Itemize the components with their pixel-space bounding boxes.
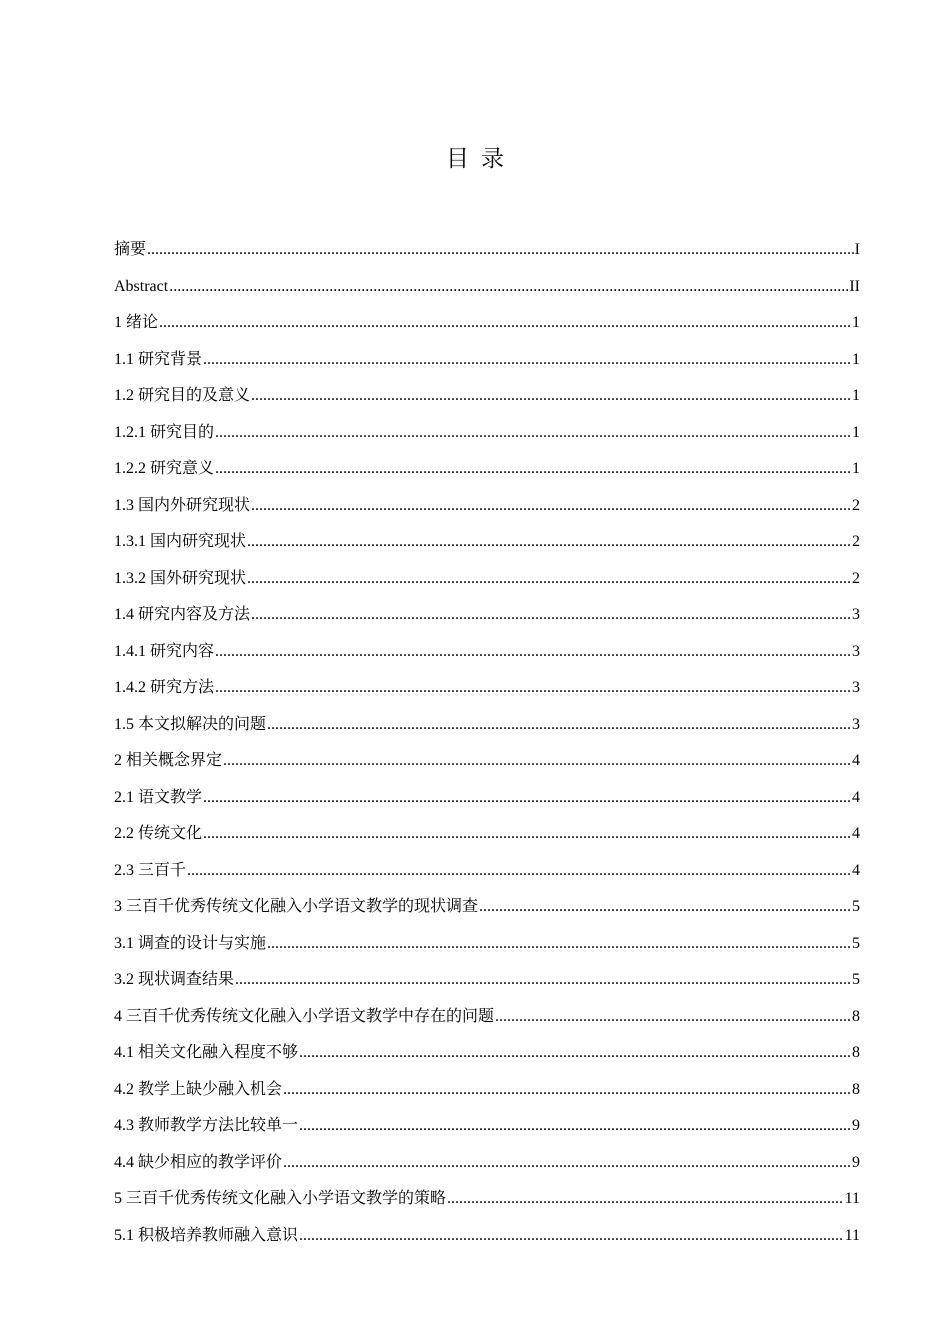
toc-leader-dots [251, 488, 851, 525]
toc-leader-dots [283, 1145, 851, 1182]
toc-entry-page-number: 11 [844, 1190, 860, 1207]
toc-entry-page-number: 9 [852, 1153, 860, 1171]
toc-entry[interactable] [114, 1181, 860, 1218]
toc-entry-page-number: 3 [852, 715, 860, 733]
toc-entry-page-number: 4 [852, 825, 860, 842]
toc-entry-title: 1.3.1 国内研究现状 [114, 533, 247, 550]
toc-leader-dots [299, 1108, 851, 1145]
toc-entry-title: 1.2.2 研究意义 [114, 460, 215, 477]
toc-entry-page-number: 2 [852, 569, 860, 587]
toc-entry-title: 1.4 研究内容及方法 [114, 606, 251, 623]
toc-entry-title: Abstract [114, 277, 169, 295]
toc-leader-dots [283, 1072, 851, 1109]
toc-entry-title: 摘要 [114, 241, 147, 258]
toc-entry[interactable] [114, 1035, 860, 1072]
toc-entry-title: 1.2 研究目的及意义 [114, 387, 251, 404]
toc-leader-dots [223, 743, 851, 780]
toc-leader-dots [187, 853, 851, 890]
toc-entry-title: 1.5 本文拟解决的问题 [114, 715, 267, 733]
toc-leader-dots [169, 269, 848, 306]
toc-entry-title: 2.3 三百千 [114, 861, 187, 879]
toc-entry-page-number: 5 [852, 898, 860, 915]
toc-leader-dots [479, 889, 851, 926]
toc-leader-dots [203, 816, 851, 853]
toc-entry-page-number: 4 [852, 861, 860, 879]
toc-entry[interactable] [114, 1145, 860, 1182]
toc-leader-dots [159, 305, 851, 342]
toc-entry-title: 1.1 研究背景 [114, 350, 203, 368]
toc-entry[interactable] [114, 561, 860, 598]
toc-entry-title: 1.4.1 研究内容 [114, 642, 215, 660]
toc-leader-dots [251, 378, 851, 415]
toc-entry[interactable] [114, 488, 860, 525]
toc-entry[interactable] [114, 269, 860, 306]
toc-entry-page-number: 9 [852, 1117, 860, 1134]
table-of-contents [114, 232, 860, 1254]
toc-entry[interactable] [114, 889, 860, 926]
toc-entry-page-number: 5 [852, 934, 860, 952]
toc-entry-title: 3 三百千优秀传统文化融入小学语文教学的现状调查 [114, 898, 479, 915]
toc-entry-page-number: 3 [852, 679, 860, 696]
toc-entry-page-number: 1 [852, 350, 860, 368]
toc-leader-dots [147, 232, 854, 269]
toc-entry[interactable] [114, 1072, 860, 1109]
toc-entry-title: 1 绪论 [114, 314, 159, 331]
toc-entry-title: 1.3.2 国外研究现状 [114, 569, 247, 587]
toc-entry-page-number: I [854, 241, 860, 258]
toc-entry[interactable] [114, 634, 860, 671]
toc-leader-dots [203, 342, 851, 379]
toc-entry[interactable] [114, 816, 860, 853]
toc-entry-title: 5 三百千优秀传统文化融入小学语文教学的策略 [114, 1190, 447, 1207]
toc-entry-title: 1.4.2 研究方法 [114, 679, 215, 696]
toc-entry-page-number: 8 [852, 1044, 860, 1061]
toc-entry-page-number: II [849, 277, 860, 295]
toc-leader-dots [215, 451, 851, 488]
toc-entry-page-number: 1 [852, 387, 860, 404]
toc-leader-dots [251, 597, 851, 634]
toc-entry-page-number: 8 [852, 1007, 860, 1025]
toc-entry[interactable] [114, 378, 860, 415]
toc-leader-dots [299, 1035, 851, 1072]
toc-entry-page-number: 3 [852, 606, 860, 623]
toc-entry-title: 3.2 现状调查结果 [114, 971, 235, 988]
toc-entry-title: 2 相关概念界定 [114, 752, 223, 769]
toc-leader-dots [267, 707, 851, 744]
toc-entry-title: 4.4 缺少相应的教学评价 [114, 1153, 283, 1171]
toc-leader-dots [203, 780, 851, 817]
toc-entry[interactable] [114, 962, 860, 999]
toc-entry-title: 1.2.1 研究目的 [114, 423, 215, 441]
page-title: 目录 [446, 146, 516, 172]
toc-entry-title: 2.1 语文教学 [114, 788, 203, 806]
toc-entry[interactable] [114, 780, 860, 817]
toc-entry-title: 3.1 调查的设计与实施 [114, 934, 267, 952]
toc-entry-page-number: 5 [852, 971, 860, 988]
toc-entry-title: 4.1 相关文化融入程度不够 [114, 1044, 299, 1061]
toc-leader-dots [215, 670, 851, 707]
toc-entry[interactable] [114, 232, 860, 269]
toc-entry[interactable] [114, 451, 860, 488]
toc-leader-dots [267, 926, 851, 963]
toc-entry-page-number: 2 [852, 496, 860, 514]
toc-entry-title: 4 三百千优秀传统文化融入小学语文教学中存在的问题 [114, 1007, 495, 1025]
toc-entry-page-number: 8 [852, 1080, 860, 1098]
toc-entry-title: 2.2 传统文化 [114, 825, 203, 842]
toc-entry-title: 5.1 积极培养教师融入意识 [114, 1226, 299, 1244]
toc-entry[interactable] [114, 670, 860, 707]
toc-entry[interactable] [114, 305, 860, 342]
toc-leader-dots [495, 999, 851, 1036]
toc-entry[interactable] [114, 743, 860, 780]
toc-entry[interactable] [114, 342, 860, 379]
toc-entry-title: 4.3 教师教学方法比较单一 [114, 1117, 299, 1134]
toc-leader-dots [299, 1218, 844, 1255]
toc-leader-dots [215, 415, 851, 452]
toc-entry-page-number: 1 [852, 314, 860, 331]
toc-entry[interactable] [114, 707, 860, 744]
toc-entry[interactable] [114, 999, 860, 1036]
toc-entry[interactable] [114, 1218, 860, 1255]
toc-entry-page-number: 1 [852, 460, 860, 477]
toc-entry[interactable] [114, 415, 860, 452]
toc-entry-page-number: 3 [852, 642, 860, 660]
toc-entry-title: 4.2 教学上缺少融入机会 [114, 1080, 283, 1098]
toc-leader-dots [247, 524, 851, 561]
toc-entry-page-number: 11 [844, 1226, 860, 1244]
toc-entry-page-number: 2 [852, 533, 860, 550]
toc-entry[interactable] [114, 524, 860, 561]
toc-leader-dots [215, 634, 851, 671]
toc-entry-page-number: 4 [852, 788, 860, 806]
toc-leader-dots [247, 561, 851, 598]
toc-entry[interactable] [114, 1108, 860, 1145]
toc-entry-page-number: 1 [852, 423, 860, 441]
toc-entry[interactable] [114, 853, 860, 890]
toc-entry-title: 1.3 国内外研究现状 [114, 496, 251, 514]
toc-entry[interactable] [114, 926, 860, 963]
toc-entry-page-number: 4 [852, 752, 860, 769]
toc-leader-dots [235, 962, 851, 999]
toc-leader-dots [447, 1181, 844, 1218]
toc-entry[interactable] [114, 597, 860, 634]
